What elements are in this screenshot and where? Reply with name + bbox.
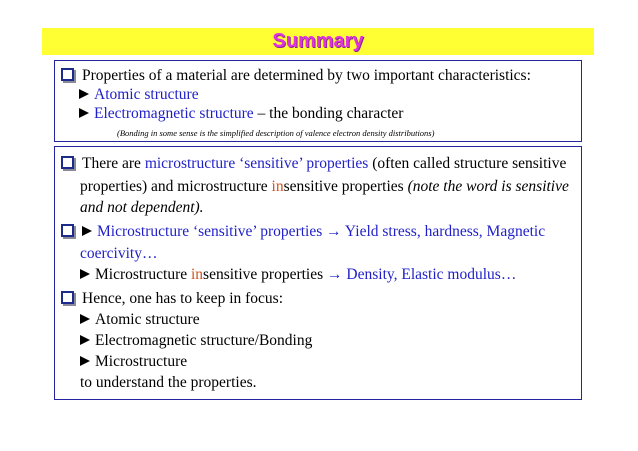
- bonding-note: (Bonding in some sense is the simplified description of valence electron density distributions): [117, 128, 435, 138]
- insensitive-examples-line: Microstructure insensitive properties → Density, Elastic modulus…: [80, 265, 516, 284]
- checkbox-bullet-icon: [61, 224, 74, 237]
- page-title: Summary: [272, 30, 364, 52]
- arrow-bullet-icon: [80, 335, 90, 345]
- sensitive-properties-line-3: and not dependent).: [80, 199, 204, 216]
- atomic-structure-item: Atomic structure: [79, 85, 199, 104]
- arrow-bullet-icon: [82, 226, 92, 236]
- arrow-bullet-icon: [79, 89, 89, 99]
- focus-intro-line: Hence, one has to keep in focus:: [61, 289, 283, 308]
- sensitive-examples-line-1: Microstructure ‘sensitive’ properties → Yield stress, hardness, Magnetic: [61, 222, 545, 241]
- focus-item-microstructure: Microstructure: [80, 352, 187, 371]
- focus-item-atomic: Atomic structure: [80, 310, 200, 329]
- focus-item-electromagnetic: Electromagnetic structure/Bonding: [80, 331, 312, 350]
- arrow-bullet-icon: [80, 356, 90, 366]
- checkbox-bullet-icon: [61, 68, 74, 81]
- sensitive-properties-line-2: properties) and microstructure insensitive properties (note the word is sensitive: [80, 178, 569, 195]
- arrow-bullet-icon: [79, 108, 89, 118]
- checkbox-bullet-icon: [61, 156, 74, 169]
- sensitive-examples-line-2: coercivity…: [80, 245, 158, 262]
- arrow-bullet-icon: [80, 269, 90, 279]
- microstructure-box: [54, 146, 582, 400]
- sensitive-properties-line-1: There are microstructure ‘sensitive’ properties (often called structure sensitive: [61, 154, 566, 173]
- title-bar: [42, 28, 594, 55]
- electromagnetic-structure-item: Electromagnetic structure – the bonding character: [79, 104, 403, 123]
- characteristics-box: [54, 60, 582, 142]
- checkbox-bullet-icon: [61, 291, 74, 304]
- characteristics-line: Properties of a material are determined by two important characteristics:: [61, 66, 531, 85]
- conclusion-line: to understand the properties.: [80, 374, 257, 391]
- arrow-bullet-icon: [80, 314, 90, 324]
